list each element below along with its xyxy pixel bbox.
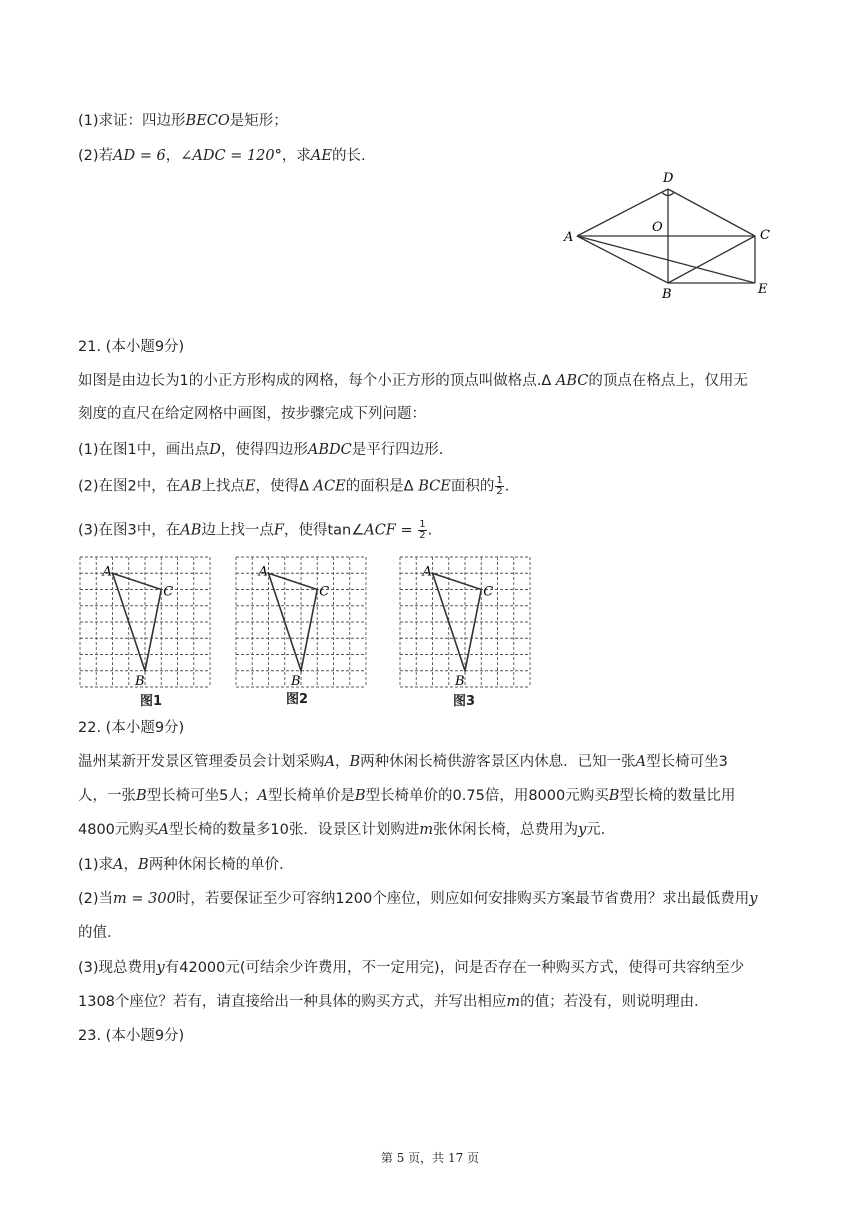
label-a: A [564,230,574,245]
segment-ab [577,236,668,283]
figure-caption-2: 图2 [286,692,309,707]
grid-label-c: C [319,584,330,600]
q22-part3: (3)现总费用y有42000元(可结余少许费用，不一定用完)，问是否存在一种购买方式，使得可共容纳至少 [78,960,745,976]
label-o: O [652,220,663,235]
q21-intro-line2: 刻度的直尺在给定网格中画图，按步骤完成下列问题： [78,406,426,422]
grid-label-b: B [135,673,145,689]
label-b: B [662,287,672,302]
figure-caption-3: 图3 [453,694,476,709]
grid-label-b: B [291,673,301,689]
segment-bc [668,236,755,283]
grid-label-c: C [163,584,174,600]
grid-figure-2 [234,555,368,689]
q21-intro-line1: 如图是由边长为1的小正方形构成的网格，每个小正方形的顶点叫做格点.Δ ABC的顶点在格点上，仅用无 [78,373,748,389]
figure-caption-1: 图1 [140,694,163,709]
q22-part2-cont: 的值． [78,925,122,941]
q23-header: 23. (本小题9分) [78,1028,185,1044]
q22-header: 22. (本小题9分) [78,720,185,736]
q21-part2: (2)在图2中，在AB上找点E，使得Δ ACE的面积是Δ BCE面积的 $\frac{1}{2}$ . [78,475,510,497]
grid-label-a: A [102,564,112,580]
q22-part3-cont: 1308个座位？若有，请直接给出一种具体的购买方式，并写出相应m的值；若没有，则说明理由． [78,994,709,1010]
q22-line1: 温州某新开发景区管理委员会计划采购A，B两种休闲长椅供游客景区内休息．已知一张A型长椅可坐3 [78,754,728,770]
grid-label-a: A [258,564,268,580]
rhombus-figure [555,165,785,305]
page-footer: 第 5 页，共 17 页 [380,1151,480,1165]
grid-figure-1 [78,555,212,689]
grid-label-b: B [455,673,465,689]
q21-part3: (3)在图3中，在AB边上找一点F，使得tan∠ACF = $\frac{1}{2}$ . [78,519,433,541]
label-c: C [760,228,770,243]
q20-part1: (1)求证：四边形BECO是矩形； [78,113,288,129]
segment-dc [668,189,755,236]
q22-part1: (1)求A，B两种休闲长椅的单价． [78,857,294,873]
grid-label-c: C [483,584,494,600]
q22-line3: 4800元购买A型长椅的数量多10张．设景区计划购进m张休闲长椅，总费用为y元． [78,822,616,838]
q22-line2: 人，一张B型长椅可坐5人；A型长椅单价是B型长椅单价的0.75倍，用8000元购买B型长椅的数量比用 [78,788,736,804]
fraction-half: $\frac{1}{2}$ [496,475,503,497]
segment-ae [577,236,755,283]
q20-part2: (2)若AD = 6，∠ADC = 120°，求AE的长. [78,148,366,164]
label-d: D [663,171,674,186]
q21-part1: (1)在图1中，画出点D，使得四边形ABDC是平行四边形. [78,442,444,458]
q21-header: 21. (本小题9分) [78,339,185,355]
q22-part2: (2)当m = 300时，若要保证至少可容纳1200个座位，则应如何安排购买方案最节省费用？求出最低费用y [78,891,758,907]
grid-figure-3 [398,555,532,689]
grid-label-a: A [422,564,432,580]
fraction-half: $\frac{1}{2}$ [419,519,426,541]
label-e: E [758,282,768,297]
